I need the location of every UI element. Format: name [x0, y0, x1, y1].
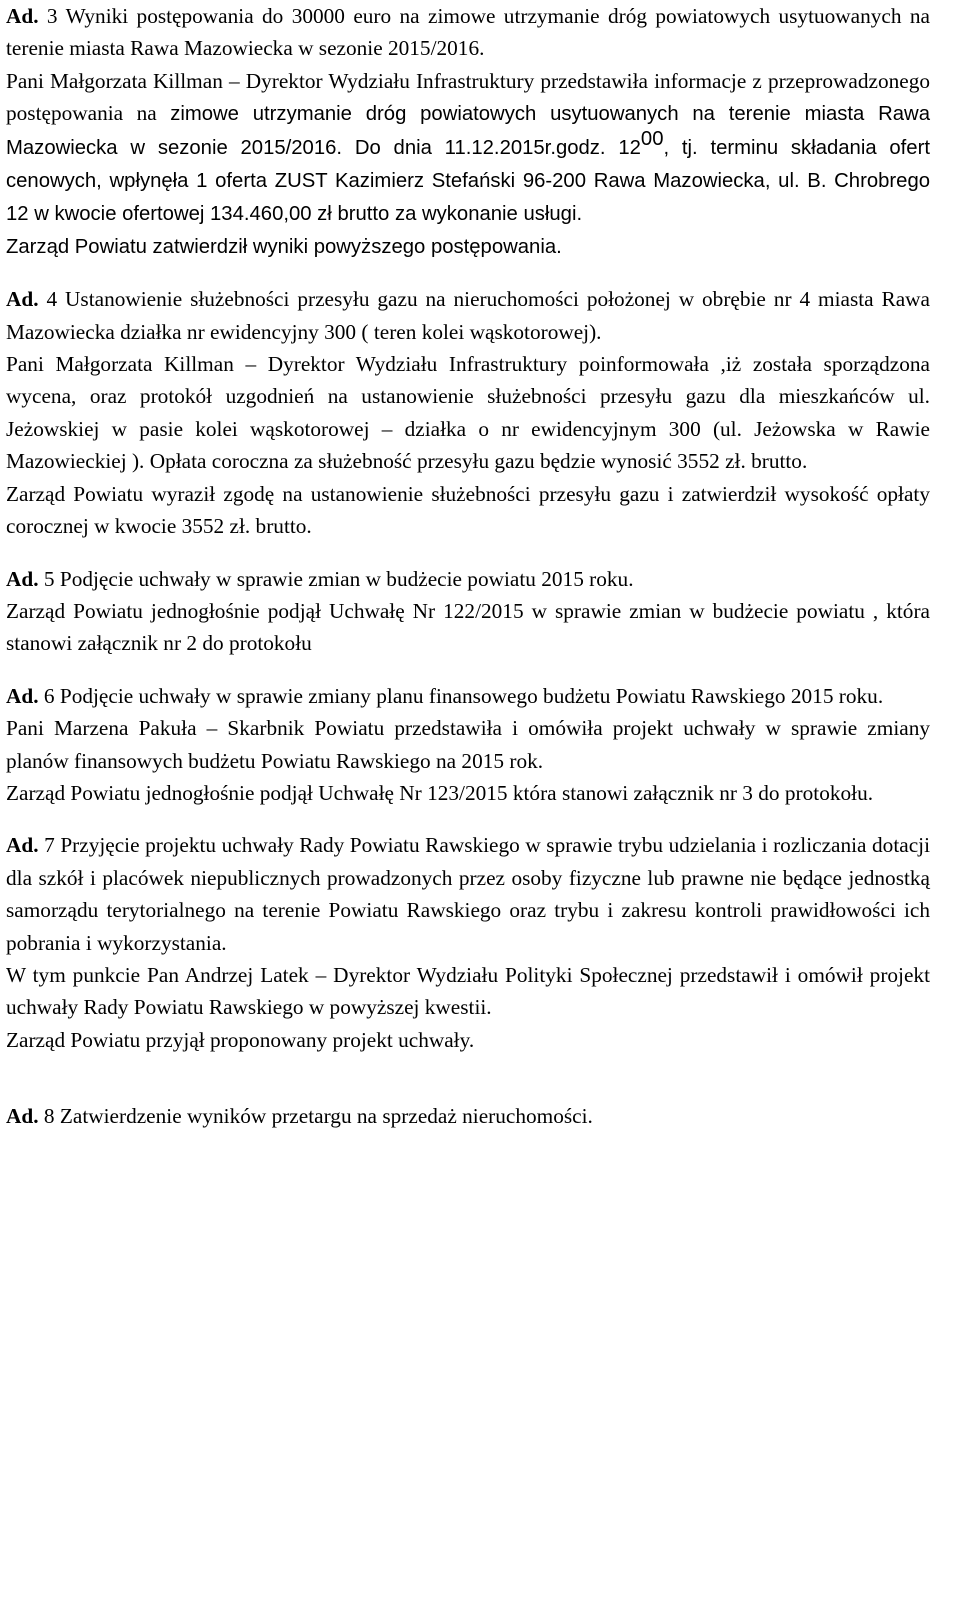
ad8-label: Ad. [6, 1104, 39, 1129]
ad8-heading [6, 1100, 930, 1132]
ad6-paragraph-2: Zarząd Powiatu jednogłośnie podjął Uchwałę Nr 123/2015 która stanowi załącznik nr 3 do protokołu. [6, 780, 874, 805]
spacer [6, 263, 930, 283]
ad3-paragraph-2: Zarząd Powiatu zatwierdził wyniki powyższego postępowania. [6, 235, 562, 258]
ad7-paragraph-2: Zarząd Powiatu przyjął proponowany projekt uchwały. [6, 1027, 475, 1052]
ad4-number: 4 [38, 287, 66, 312]
ad8-number: 8 [38, 1104, 60, 1129]
ad3-para1-a: Pani Małgorzata Killman – Dyrektor Wydziału Infrastruktury przedstawiła informacje z przeprowadzonego postępowania na [6, 68, 930, 126]
document-page [6, 0, 930, 1133]
ad7-label: Ad. [6, 833, 39, 858]
ad5-label: Ad. [6, 566, 39, 591]
ad3-para1-sup: 00 [640, 127, 664, 150]
ad5-title: Podjęcie uchwały w sprawie zmian w budżecie powiatu 2015 roku. [59, 566, 634, 591]
ad4-paragraph-1: Pani Małgorzata Killman – Dyrektor Wydziału Infrastruktury poinformowała ,iż została sporządzona wycena, oraz protokół uzgodnień na ustanowienie służebności przesyłu gazu dla mieszkańców ul. Jeżowskiej w pasie kolei wąskotorowej – działka o nr ewidencyjnym 300 (ul. Jeżowska w Rawie Mazowieckiej ). Opłata coroczna za służebność przesyłu gazu będzie wynosić 3552 zł. brutto. [6, 352, 930, 474]
ad6-label: Ad. [6, 683, 39, 708]
ad3-para1-b: zimowe utrzymanie dróg powiatowych usytuowanych na terenie miasta Rawa Mazowiecka w sezonie 2015/2016. Do dnia 11.12.2015r.godz. 12 [6, 103, 930, 159]
ad3-heading [6, 0, 930, 65]
ad7-number: 7 [38, 833, 61, 858]
ad8-title: Zatwierdzenie wyników przetargu na sprzedaż nieruchomości. [59, 1104, 593, 1129]
ad6-heading [6, 680, 930, 712]
ad3-title: Wyniki postępowania do 30000 euro na zimowe utrzymanie dróg powiatowych usytuowanych na terenie miasta Rawa Mazowiecka w sezonie 2015/2016. [6, 4, 930, 61]
spacer [6, 543, 930, 563]
spacer [6, 660, 930, 680]
spacer [6, 1056, 930, 1100]
ad3-number: 3 [38, 4, 66, 28]
ad4-heading [6, 283, 930, 348]
ad4-paragraph-2: Zarząd Powiatu wyraził zgodę na ustanowienie służebności przesyłu gazu i zatwierdził wysokość opłaty corocznej w kwocie 3552 zł. brutto. [6, 481, 930, 539]
ad5-heading [6, 563, 930, 595]
ad7-title: Przyjęcie projektu uchwały Rady Powiatu Rawskiego w sprawie trybu udzielania i rozliczania dotacji dla szkół i placówek niepublicznych prowadzonych przez osoby fizyczne lub prawne nie będące jednostką samorządu terytorialnego na terenie Powiatu Rawskiego oraz trybu i zakresu kontroli prawidłowości ich pobrania i wykorzystania. [6, 833, 930, 955]
ad6-number: 6 [38, 683, 60, 708]
ad4-title: Ustanowienie służebności przesyłu gazu na nieruchomości położonej w obrębie nr 4 miasta Rawa Mazowiecka działka nr ewidencyjny 300 ( teren kolei wąskotorowej). [6, 287, 931, 344]
ad5-paragraph-1: Zarząd Powiatu jednogłośnie podjął Uchwałę Nr 122/2015 w sprawie zmian w budżecie powiatu , która stanowi załącznik nr 2 do protokołu [6, 598, 930, 656]
ad5-number: 5 [38, 566, 60, 591]
ad6-title: Podjęcie uchwały w sprawie zmiany planu finansowego budżetu Powiatu Rawskiego 2015 roku. [59, 683, 884, 708]
ad4-label: Ad. [6, 287, 39, 312]
ad6-paragraph-1: Pani Marzena Pakuła – Skarbnik Powiatu przedstawiła i omówiła projekt uchwały w sprawie zmiany planów finansowych budżetu Powiatu Rawskiego na 2015 rok. [6, 716, 930, 773]
ad3-paragraph-1 [6, 65, 930, 231]
spacer [6, 809, 930, 829]
ad7-paragraph-1: W tym punkcie Pan Andrzej Latek – Dyrektor Wydziału Polityki Społecznej przedstawił i omówił projekt uchwały Rady Powiatu Rawskiego w powyższej kwestii. [6, 962, 930, 1020]
ad7-heading [6, 829, 930, 959]
ad3-para1-c: , tj. terminu składania ofert cenowych, wpłynęła 1 oferta ZUST Kazimierz Stefański 96-200 Rawa Mazowiecka, ul. B. Chrobrego 12 w kwocie ofertowej 134.460,00 zł brutto za wykonanie usługi. [6, 136, 930, 226]
ad3-label: Ad. [6, 4, 39, 28]
